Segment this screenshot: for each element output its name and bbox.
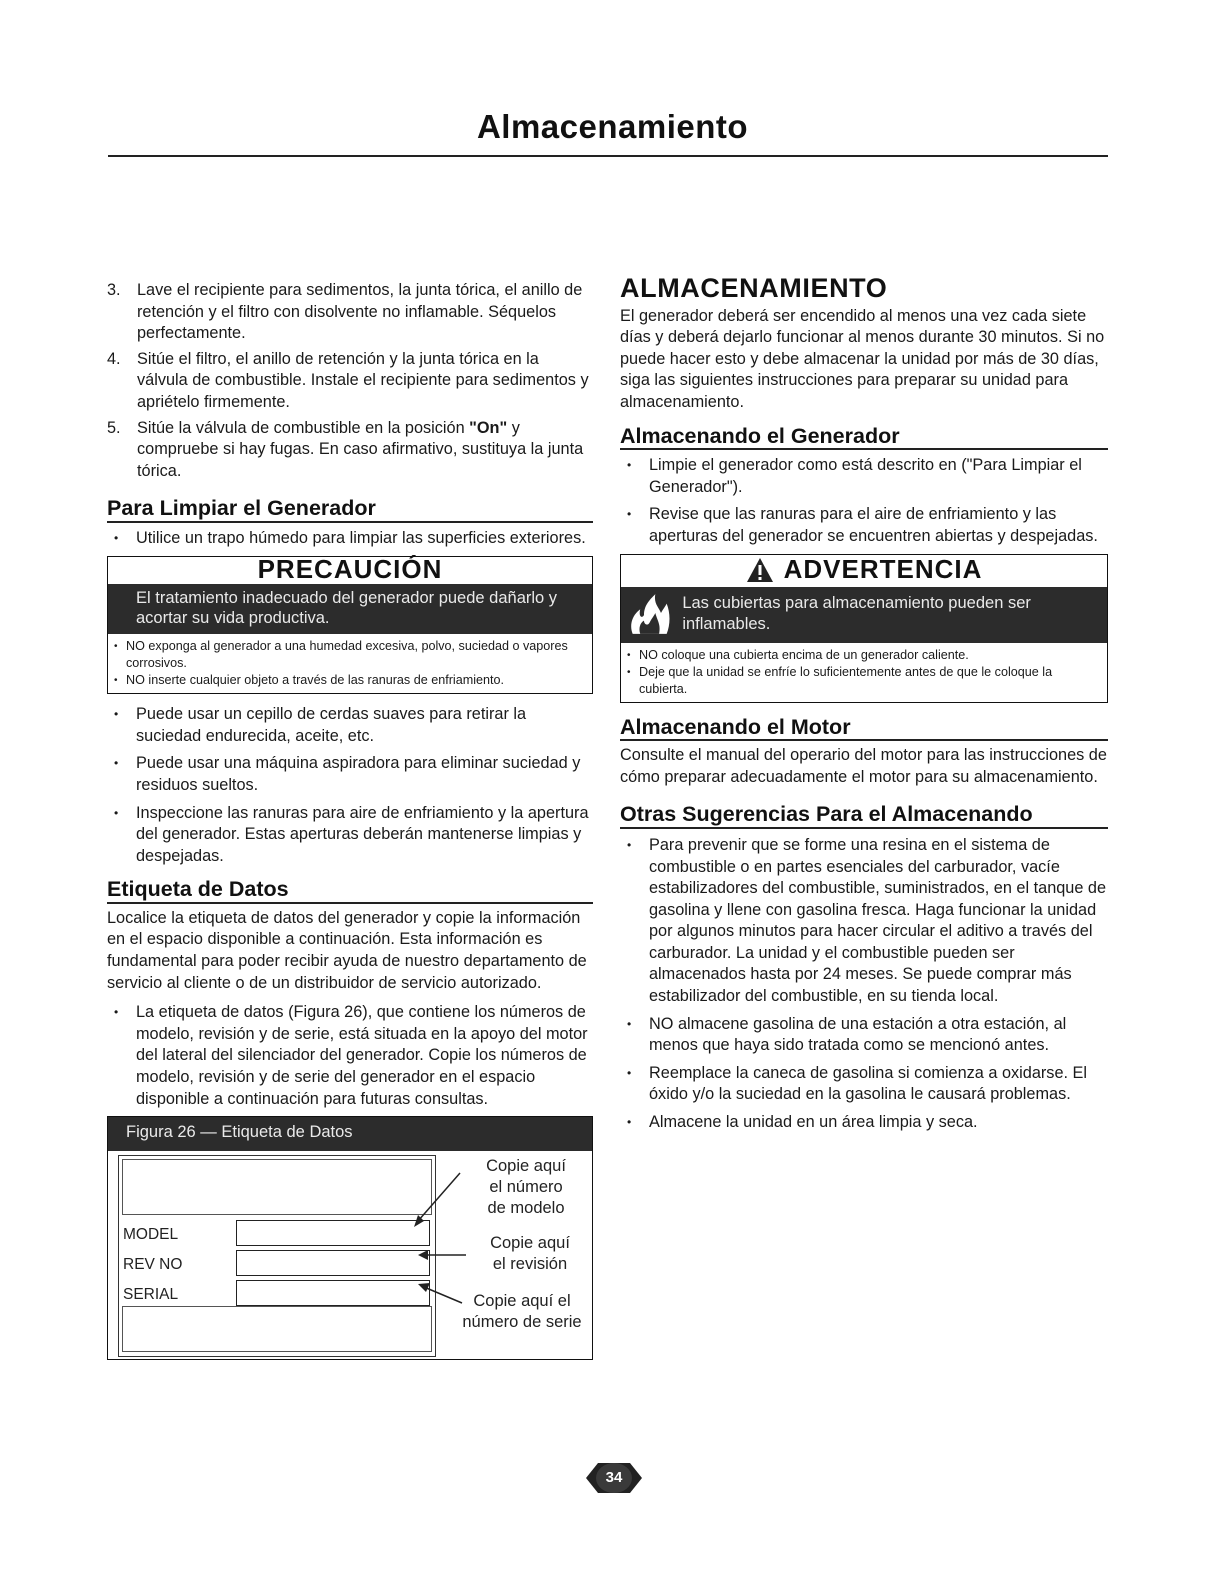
arrowhead-icon (418, 1250, 428, 1260)
data-label-list (107, 1002, 593, 1110)
list-item: • NO almacene gasolina de una estación a otra estación, al menos que haya sido tratada como se mencionó antes. (620, 1014, 1108, 1057)
list-item: • Utilice un trapo húmedo para limpiar las superficies exteriores. (107, 528, 593, 550)
generator-storage-heading: Almacenando el Generador (620, 426, 1108, 451)
title-rule (108, 155, 1108, 157)
right-column (620, 273, 1108, 1140)
rev-note: Copie aquí el revisión (490, 1233, 570, 1273)
warning-title: ADVERTENCIA (783, 553, 983, 584)
list-item: • Revise que las ranuras para el aire de enfriamiento y las aperturas del generador se encuentren abiertas y despejadas. (620, 504, 1108, 547)
page-title: Almacenamiento (476, 108, 749, 145)
step-number: 3. (107, 281, 121, 299)
step-text: Sitúe la válvula de combustible en la posición (137, 418, 470, 437)
motor-storage-paragraph: Consulte el manual del operario del motor para las instrucciones de cómo preparar adecuadamente el motor para su almacenamiento. (620, 746, 1107, 786)
warning-items (621, 643, 1107, 702)
storage-tips-heading: Otras Sugerencias Para el Almacenando (620, 804, 1108, 829)
list-item: • Almacene la unidad en un área limpia y seca. (620, 1112, 1108, 1134)
generator-storage-list (620, 455, 1108, 547)
model-label: MODEL (123, 1225, 179, 1243)
page-number-badge (586, 1461, 642, 1495)
figure-caption: Figura 26 — Etiqueta de Datos (108, 1117, 592, 1151)
step-number: 5. (107, 418, 121, 437)
rev-no-label: REV NO (123, 1255, 183, 1273)
on-position-label: "On" (469, 418, 508, 437)
arrowhead-icon (418, 1283, 430, 1292)
figure-26 (107, 1116, 593, 1360)
list-item: • Para prevenir que se forme una resina en el sistema de combustible o en partes esenciales del carburador, vacíe estabilizadores del combustible, suministrados, en el tanque de gasolina y llene con gasolina fresca. Haga funcionar la unidad por algunos minutos para hacer circular el aditivo a través del carburador. La unidad y el combustible pueden ser almacenados hasta por 24 meses. Se puede comprar más estabilizador del combustible, en su tienda local. (620, 835, 1108, 1008)
storage-heading: ALMACENAMIENTO (620, 273, 888, 303)
page-number: 34 (605, 1469, 623, 1486)
steps-list (107, 280, 593, 482)
warning-header (621, 555, 1107, 587)
list-item (107, 280, 593, 345)
caution-box (107, 553, 593, 695)
model-arrow (418, 1173, 460, 1221)
list-item: • Puede usar una máquina aspiradora para eliminar suciedad y residuos sueltos. (107, 753, 593, 796)
list-item: • Deje que la unidad se enfríe lo suficientemente antes de que le coloque la cubierta. (625, 664, 1101, 698)
list-item: • La etiqueta de datos (Figura 26), que contiene los números de modelo, revisión y de serie, está situada en la apoyo del motor del lateral del silenciador del generador. Copie los números de modelo, revisión y de serie del generador en el espacio disponible a continuación para futuras consultas. (107, 1002, 593, 1110)
list-item (107, 349, 593, 414)
cleaning-heading: Para Limpiar el Generador (107, 498, 593, 523)
warning-triangle-icon (746, 557, 774, 583)
data-label-heading: Etiqueta de Datos (107, 879, 593, 904)
cleaning-list (107, 528, 593, 550)
motor-storage-heading: Almacenando el Motor (620, 717, 1108, 742)
data-label-paragraph: Localice la etiqueta de datos del generador y copie la información en el espacio disponible a continuación. Esta información es fundamental para poder recibir ayuda de nuestro departamento de servicio al cliente o de un distribuidor de servicio autorizado. (107, 908, 587, 992)
list-item: • Inspeccione las ranuras para aire de enfriamiento y la apertura del generador. Estas aperturas deberán mantenerse limpias y despejadas. (107, 803, 593, 868)
list-item (107, 418, 593, 483)
caution-message: El tratamiento inadecuado del generador puede dañarlo y acortar su vida productiva. (108, 584, 592, 634)
step-text: Lave el recipiente para sedimentos, la junta tórica, el anillo de retención y el filtro con disolvente no inflamable. Séquelos perfectamente. (137, 281, 583, 343)
warning-message-bar (621, 587, 1107, 643)
list-item: • Reemplace la caneca de gasolina si comienza a oxidarse. El óxido y/o la suciedad en la gasolina le causará problemas. (620, 1063, 1108, 1106)
list-item: • NO inserte cualquier objeto a través de las ranuras de enfriamiento. (112, 672, 586, 689)
caution-title: PRECAUCIÓN (257, 553, 443, 584)
serial-label: SERIAL (123, 1285, 179, 1303)
model-note: Copie aquí el número de modelo (486, 1156, 566, 1217)
cleaning-tips-list (107, 704, 593, 867)
caution-items (108, 634, 592, 693)
warning-box (620, 554, 1108, 703)
left-column (107, 280, 593, 1360)
list-item: • NO coloque una cubierta encima de un generador caliente. (625, 647, 1101, 664)
fire-icon (627, 591, 672, 637)
step-text: Sitúe el filtro, el anillo de retención y la junta tórica en la válvula de combustible. Instale el recipiente para sedimentos y apriételo firmemente. (137, 349, 589, 411)
storage-tips-list (620, 835, 1108, 1134)
warning-message: Las cubiertas para almacenamiento pueden ser inflamables. (682, 593, 1031, 633)
list-item: • Limpie el generador como está descrito en ("Para Limpiar el Generador"). (620, 455, 1108, 498)
list-item: • Puede usar un cepillo de cerdas suaves para retirar la suciedad endurecida, aceite, etc. (107, 704, 593, 747)
step-number: 4. (107, 349, 121, 368)
storage-intro: El generador deberá ser encendido al menos una vez cada siete días y deberá dejarlo funcionar al menos durante 30 minutos. Si no puede hacer esto y debe almacenar la unidad por más de 30 días, siga las siguientes instrucciones para preparar su unidad para almacenamiento. (620, 306, 1105, 411)
step-text: y compruebe si hay fugas. En caso afirmativo, sustituya la junta tórica. (137, 418, 584, 480)
list-item: • NO exponga al generador a una humedad excesiva, polvo, suciedad o vapores corrosivos. (112, 638, 586, 672)
figure-body (108, 1151, 592, 1359)
serial-note: Copie aquí el número de serie (462, 1291, 582, 1331)
